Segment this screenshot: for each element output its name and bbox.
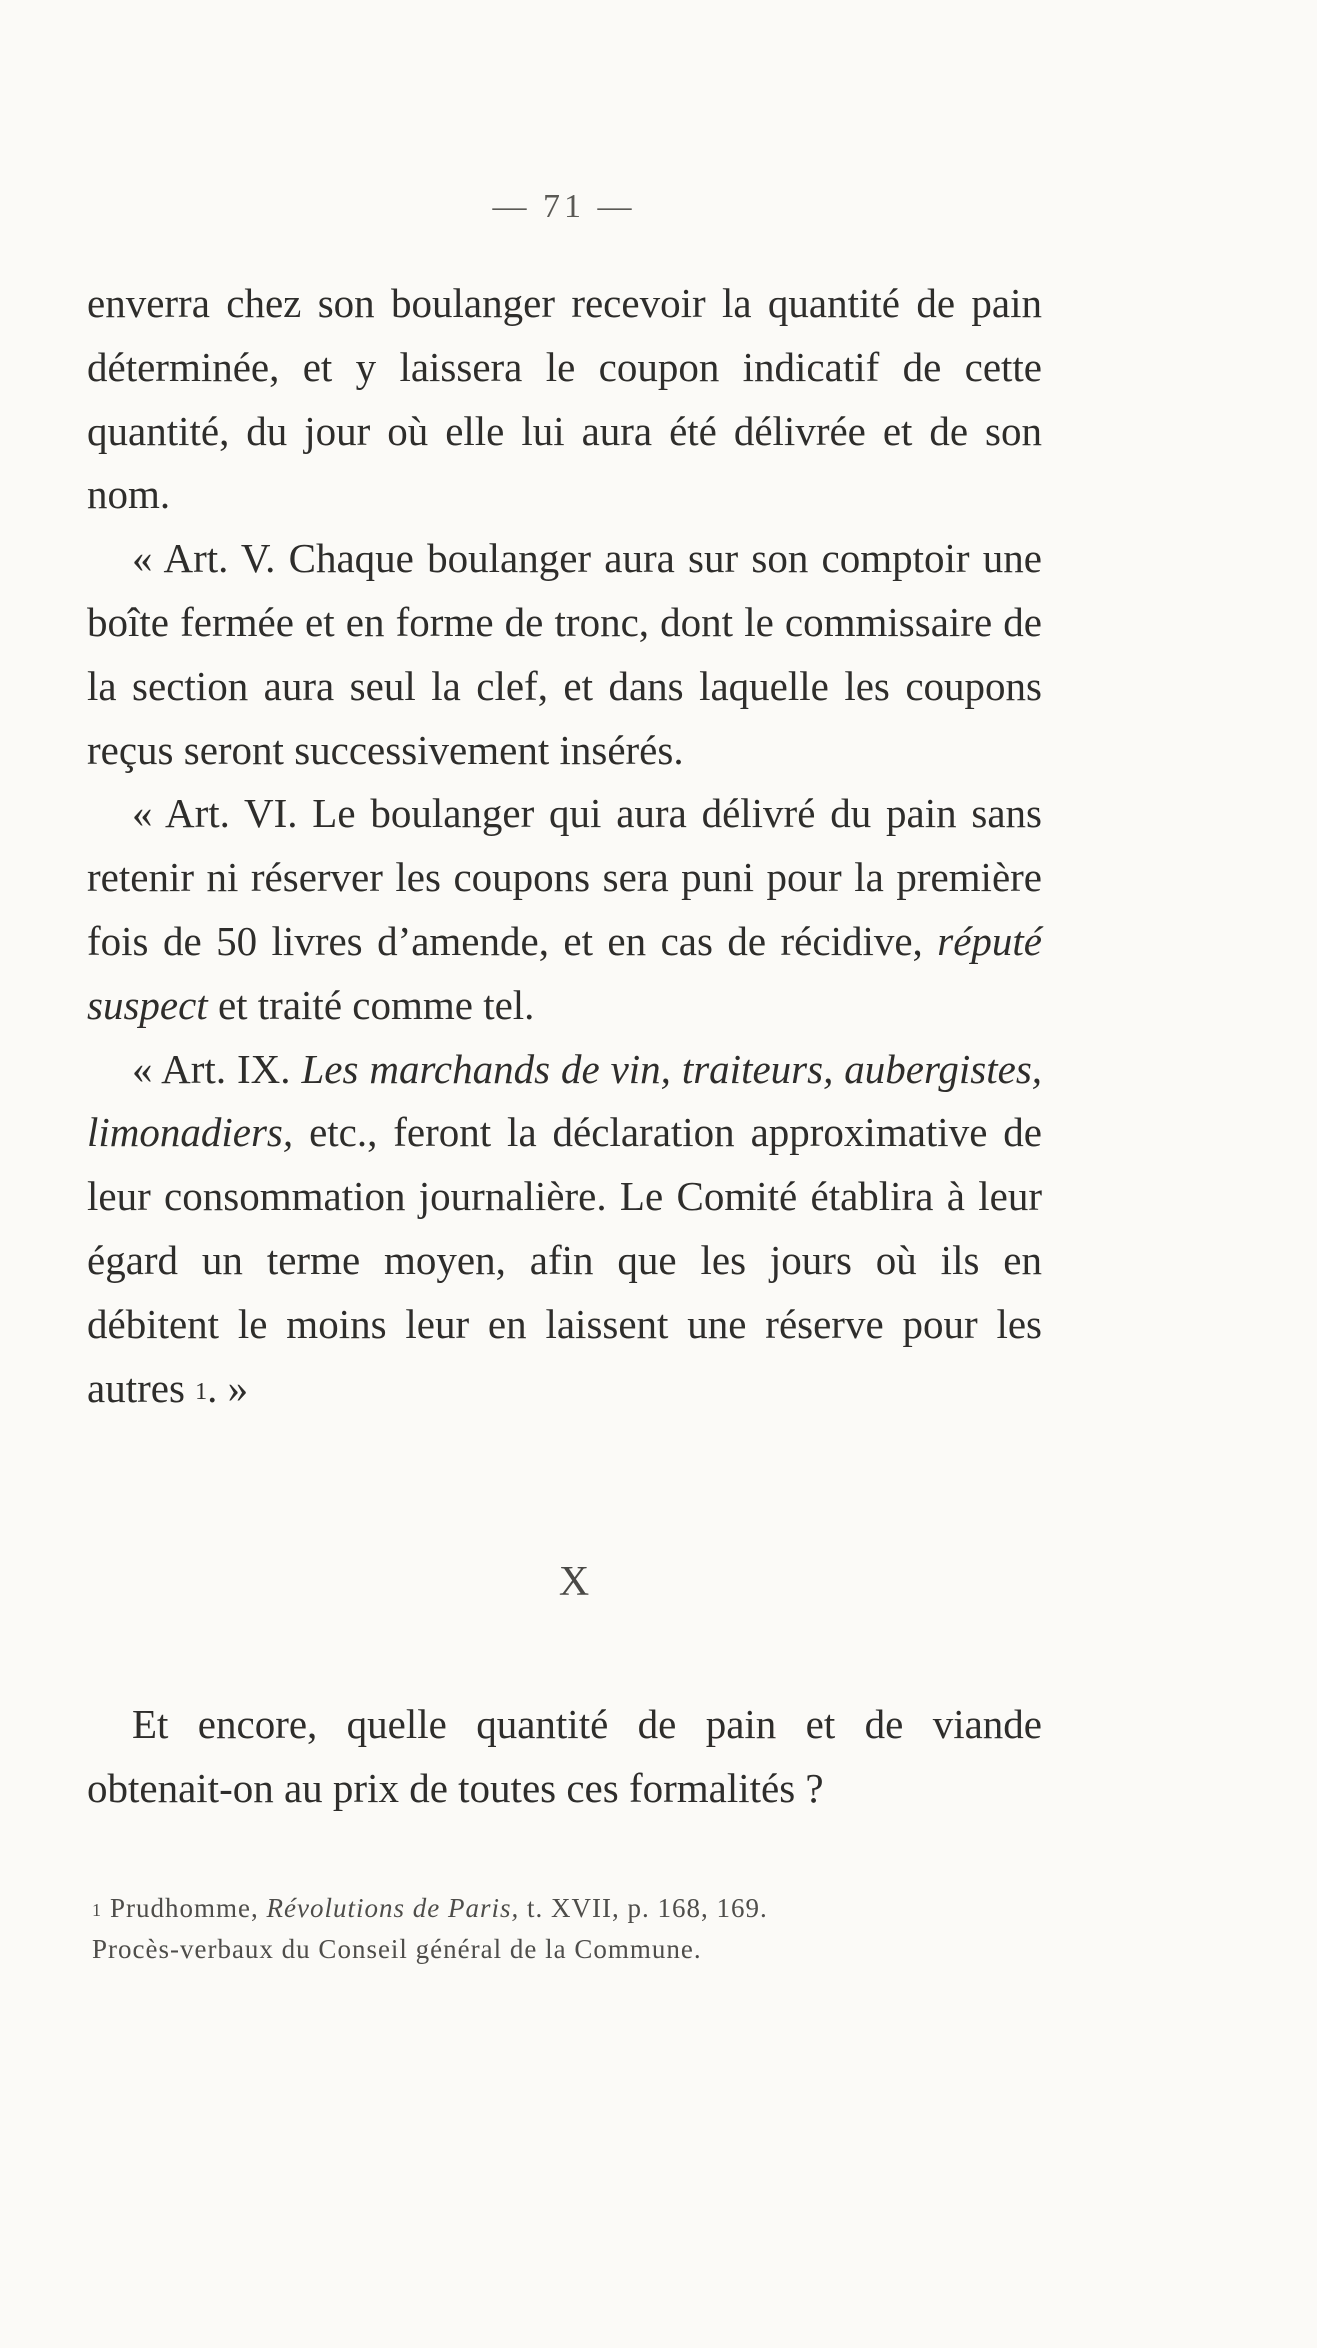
footnote-line-1: [92, 1888, 1047, 1929]
footnote-line-2: Procès-verbaux du Conseil général de la Commune.: [92, 1934, 702, 1964]
paragraph-article-6: [87, 782, 1042, 1037]
footnote-author: Prudhomme,: [110, 1893, 259, 1923]
footnotes: [92, 1888, 1047, 1970]
footnote-reference: 1: [195, 1378, 208, 1405]
article-6-end: et traité comme tel.: [217, 981, 535, 1028]
footnote-reference-detail: t. XVII, p. 168, 169.: [526, 1893, 768, 1923]
section-heading: X: [558, 1559, 590, 1605]
paragraph-article-9: [87, 1038, 1042, 1421]
paragraph-article-5: « Art. V. Chaque boulanger aura sur son comptoir une boîte fermée et en forme de tronc, dont le commissaire de la section aura seul la clef, et dans laquelle les coupons reçus seront successivement insérés.: [87, 535, 1042, 773]
closing-text: [87, 1693, 1042, 1821]
article-6-text: « Art. VI. Le boulanger qui aura délivré du pain sans retenir ni réserver les coupons sera puni pour la première fois de 50 livres d’amende, et en cas de récidive,: [87, 790, 1042, 964]
paragraph-continuation: enverra chez son boulanger recevoir la quantité de pain déterminée, et y laissera le coupon indicatif de cette quantité, du jour où elle lui aura été délivrée et de son nom.: [87, 280, 1042, 518]
article-9-end: . »: [207, 1364, 249, 1411]
article-9-text: etc., feront la déclaration approximative de leur consommation journalière. Le Comité établira à leur égard un terme moyen, afin que les jours où ils en débitent le moins leur en laissent une réserve pour les autres: [87, 1109, 1042, 1411]
article-6-italic: réputé suspect: [87, 917, 1042, 1028]
main-text: [87, 272, 1042, 1420]
footnote-marker: 1: [92, 1900, 102, 1920]
page-number: — 71 —: [492, 188, 636, 225]
article-9-italic: Les marchands de vin, traiteurs, aubergistes, limonadiers,: [87, 1045, 1043, 1156]
footnote-work-title: Révolutions de Paris,: [266, 1893, 520, 1923]
article-9-start: « Art. IX.: [132, 1045, 291, 1092]
closing-paragraph: Et encore, quelle quantité de pain et de viande obtenait-on au prix de toutes ces formalités ?: [87, 1701, 1042, 1811]
